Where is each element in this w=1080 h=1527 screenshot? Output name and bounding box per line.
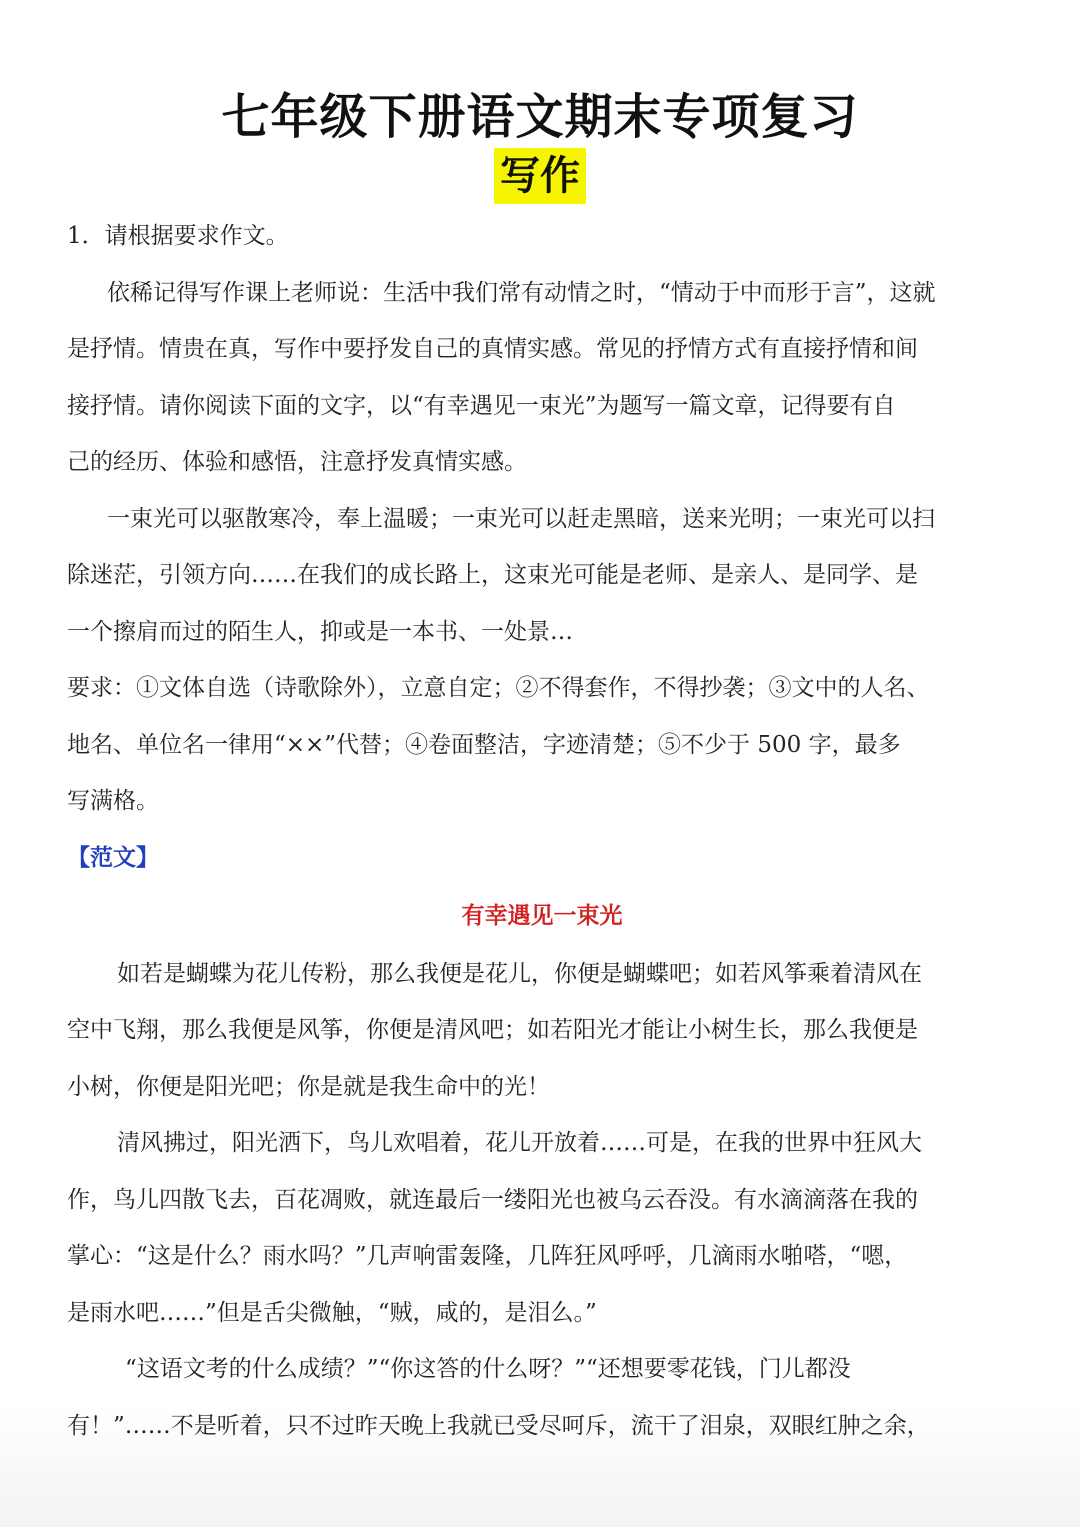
document-body <box>67 208 1017 1454</box>
intro-line: 是抒情。情贵在真，写作中要抒发自己的真情实感。常见的抒情方式有直接抒情和间 <box>67 336 918 362</box>
essay-line: 掌心：“这是什么？雨水吗？”几声响雷轰隆，几阵狂风呼呼，几滴雨水啪嗒，“嗯， <box>67 1243 908 1269</box>
essay-line: 清风拂过，阳光洒下，鸟儿欢唱着，花儿开放着……可是，在我的世界中狂风大 <box>117 1130 922 1156</box>
material-line: 除迷茫，引领方向……在我们的成长路上，这束光可能是老师、是亲人、是同学、是 <box>67 562 918 588</box>
essay-line: 小树，你便是阳光吧；你是就是我生命中的光！ <box>67 1073 550 1100</box>
intro-line: 接抒情。请你阅读下面的文字，以“有幸遇见一束光”为题写一篇文章，记得要有自 <box>67 392 896 419</box>
requirement-line: 地名、单位名一律用“××”代替；④卷面整洁，字迹清楚；⑤不少于 500 字，最多 <box>67 731 901 758</box>
intro-line: 己的经历、体验和感悟，注意抒发真情实感。 <box>67 449 527 475</box>
essay-line: “这语文考的什么成绩？”“你这答的什么呀？”“还想要零花钱，门儿都没 <box>125 1356 851 1382</box>
essay-line: 作，鸟儿四散飞去，百花凋败，就连最后一缕阳光也被乌云吞没。有水滴滴落在我的 <box>67 1186 918 1213</box>
material-line: 一束光可以驱散寒冷，奉上温暖；一束光可以赶走黑暗，送来光明；一束光可以扫 <box>107 505 935 532</box>
intro-line: 依稀记得写作课上老师说：生活中我们常有动情之时，“情动于中而形于言”，这就 <box>107 279 936 306</box>
material-line: 一个擦肩而过的陌生人，抑或是一本书、一处景… <box>67 618 573 645</box>
essay-line: 空中飞翔，那么我便是风筝，你便是清风吧；如若阳光才能让小树生长，那么我便是 <box>67 1017 918 1043</box>
subtitle-wrapper <box>0 148 1080 204</box>
essay-line: 有！”……不是听着，只不过昨天晚上我就已受尽呵斥，流干了泪泉，双眼红肿之余， <box>67 1412 930 1439</box>
essay-line: 如若是蝴蝶为花儿传粉，那么我便是花儿，你便是蝴蝶吧；如若风筝乘着清风在 <box>117 960 922 987</box>
page-title: 七年级下册语文期末专项复习 <box>221 89 859 145</box>
requirement-line: 要求：①文体自选（诗歌除外），立意自定；②不得套作，不得抄袭；③文中的人名、 <box>67 675 930 701</box>
essay-title: 有幸遇见一束光 <box>461 902 623 929</box>
section-subtitle-highlighted: 写作 <box>494 148 586 204</box>
essay-line: 是雨水吧……”但是舌尖微触，“贼，咸的，是泪么。” <box>67 1299 597 1326</box>
question-heading: 1．请根据要求作文。 <box>67 223 289 249</box>
requirement-line: 写满格。 <box>67 788 159 814</box>
model-essay-tag: 【范文】 <box>67 844 159 871</box>
